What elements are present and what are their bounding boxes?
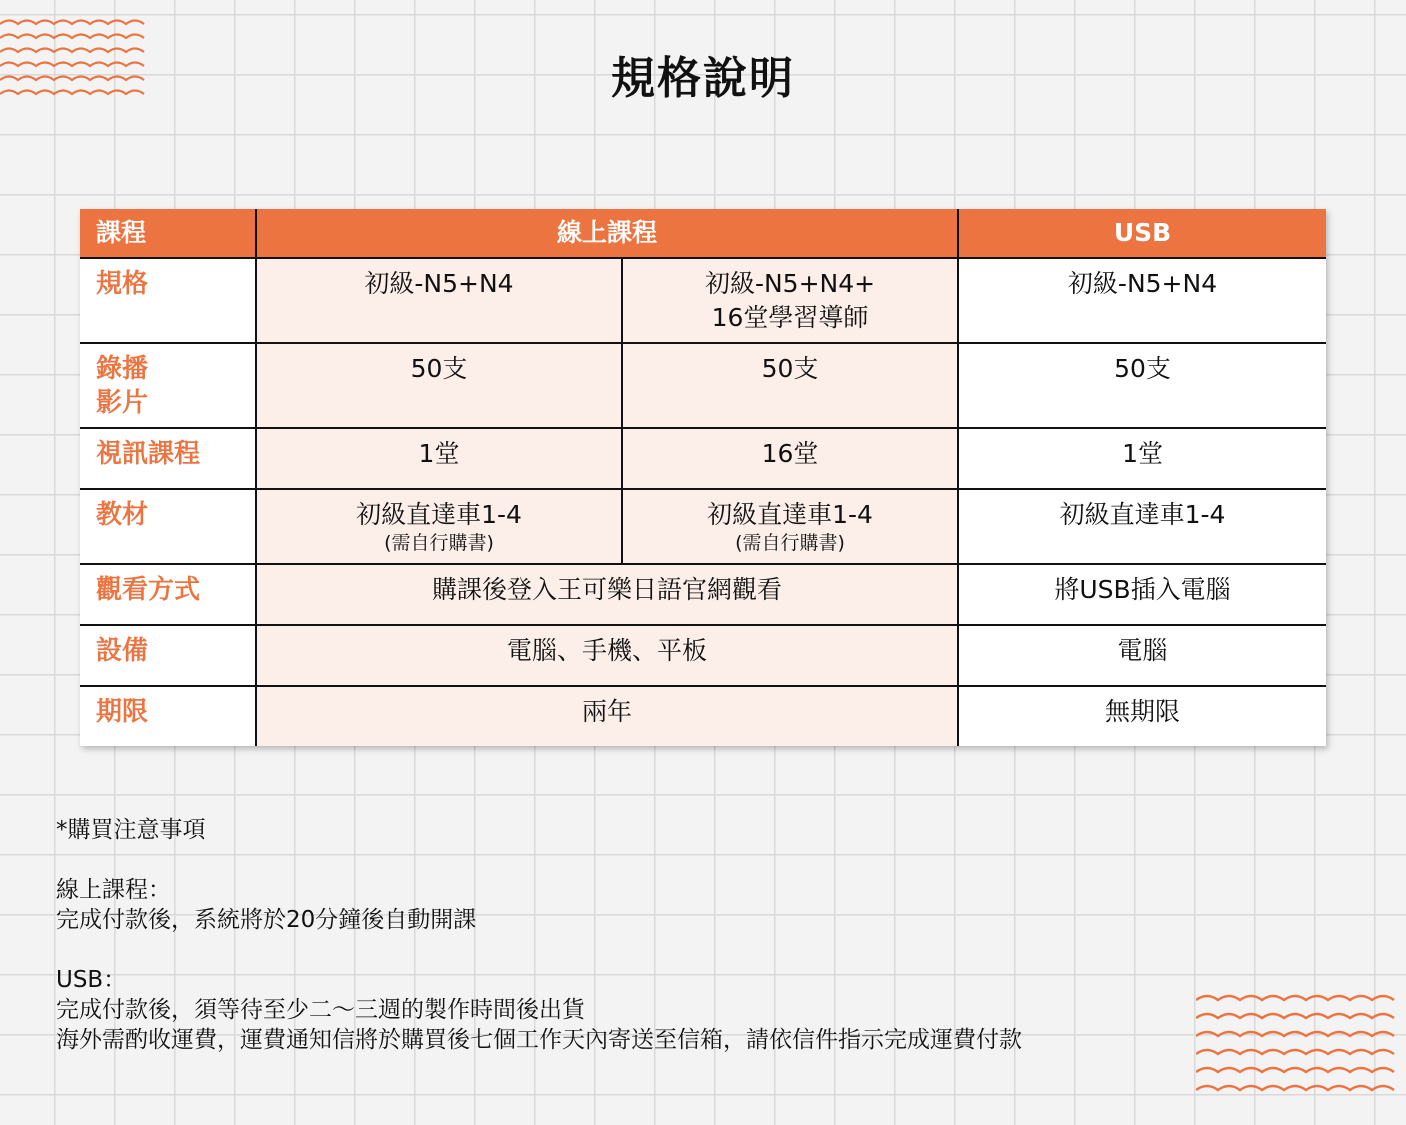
row-label-device: 設備 xyxy=(80,625,256,686)
row-label-live: 視訊課程 xyxy=(80,428,256,489)
device-online: 電腦、手機、平板 xyxy=(256,625,958,686)
purchase-notes xyxy=(56,815,1022,1055)
period-online: 兩年 xyxy=(256,686,958,746)
row-label-video xyxy=(80,343,256,428)
device-usb: 電腦 xyxy=(958,625,1326,686)
video-usb: 50支 xyxy=(958,343,1326,428)
live-online-tutor: 16堂 xyxy=(622,428,958,489)
table-row-device xyxy=(80,625,1326,686)
spec-online-tutor-line1: 初級-N5+N4+ xyxy=(704,269,876,298)
notes-usb-line1: 完成付款後，須等待至少二～三週的製作時間後出貨 xyxy=(56,997,585,1023)
header-course: 課程 xyxy=(80,209,256,258)
video-online-basic: 50支 xyxy=(256,343,622,428)
material-online-tutor-note: (需自行購書) xyxy=(735,532,845,554)
video-online-tutor: 50支 xyxy=(622,343,958,428)
material-online-tutor xyxy=(622,489,958,564)
notes-usb-title: USB： xyxy=(56,967,127,993)
material-online-tutor-text: 初級直達車1-4 xyxy=(707,500,873,529)
row-label-material: 教材 xyxy=(80,489,256,564)
material-online-basic xyxy=(256,489,622,564)
row-label-period: 期限 xyxy=(80,686,256,746)
row-label-video-line1: 錄播 xyxy=(96,354,149,384)
material-usb: 初級直達車1-4 xyxy=(958,489,1326,564)
table-row-period xyxy=(80,686,1326,746)
material-online-basic-note: (需自行購書) xyxy=(384,532,494,554)
table-row-live xyxy=(80,428,1326,489)
spec-online-basic: 初級-N5+N4 xyxy=(256,258,622,343)
notes-online-title: 線上課程： xyxy=(56,877,171,903)
period-usb: 無期限 xyxy=(958,686,1326,746)
notes-heading: *購買注意事項 xyxy=(56,817,206,843)
watch-online: 購課後登入王可樂日語官網觀看 xyxy=(256,564,958,625)
material-online-basic-text: 初級直達車1-4 xyxy=(356,500,522,529)
notes-usb-line2: 海外需酌收運費，運費通知信將於購買後七個工作天內寄送至信箱，請依信件指示完成運費付款 xyxy=(56,1027,1022,1053)
notes-online-text: 完成付款後，系統將於20分鐘後自動開課 xyxy=(56,907,477,933)
row-label-spec: 規格 xyxy=(80,258,256,343)
header-usb: USB xyxy=(958,209,1326,258)
row-label-video-line2: 影片 xyxy=(96,388,149,418)
table-row-watch xyxy=(80,564,1326,625)
watch-usb: 將USB插入電腦 xyxy=(958,564,1326,625)
spec-usb: 初級-N5+N4 xyxy=(958,258,1326,343)
spec-online-tutor-line2: 16堂學習導師 xyxy=(711,303,869,332)
live-usb: 1堂 xyxy=(958,428,1326,489)
table-row-spec xyxy=(80,258,1326,343)
table-row-video xyxy=(80,343,1326,428)
wave-pattern-decoration xyxy=(1196,990,1406,1094)
header-online-course: 線上課程 xyxy=(256,209,958,258)
table-row-material xyxy=(80,489,1326,564)
spec-table xyxy=(80,209,1326,746)
live-online-basic: 1堂 xyxy=(256,428,622,489)
row-label-watch: 觀看方式 xyxy=(80,564,256,625)
table-header-row xyxy=(80,209,1326,258)
spec-online-tutor xyxy=(622,258,958,343)
page-title: 規格說明 xyxy=(611,53,795,104)
